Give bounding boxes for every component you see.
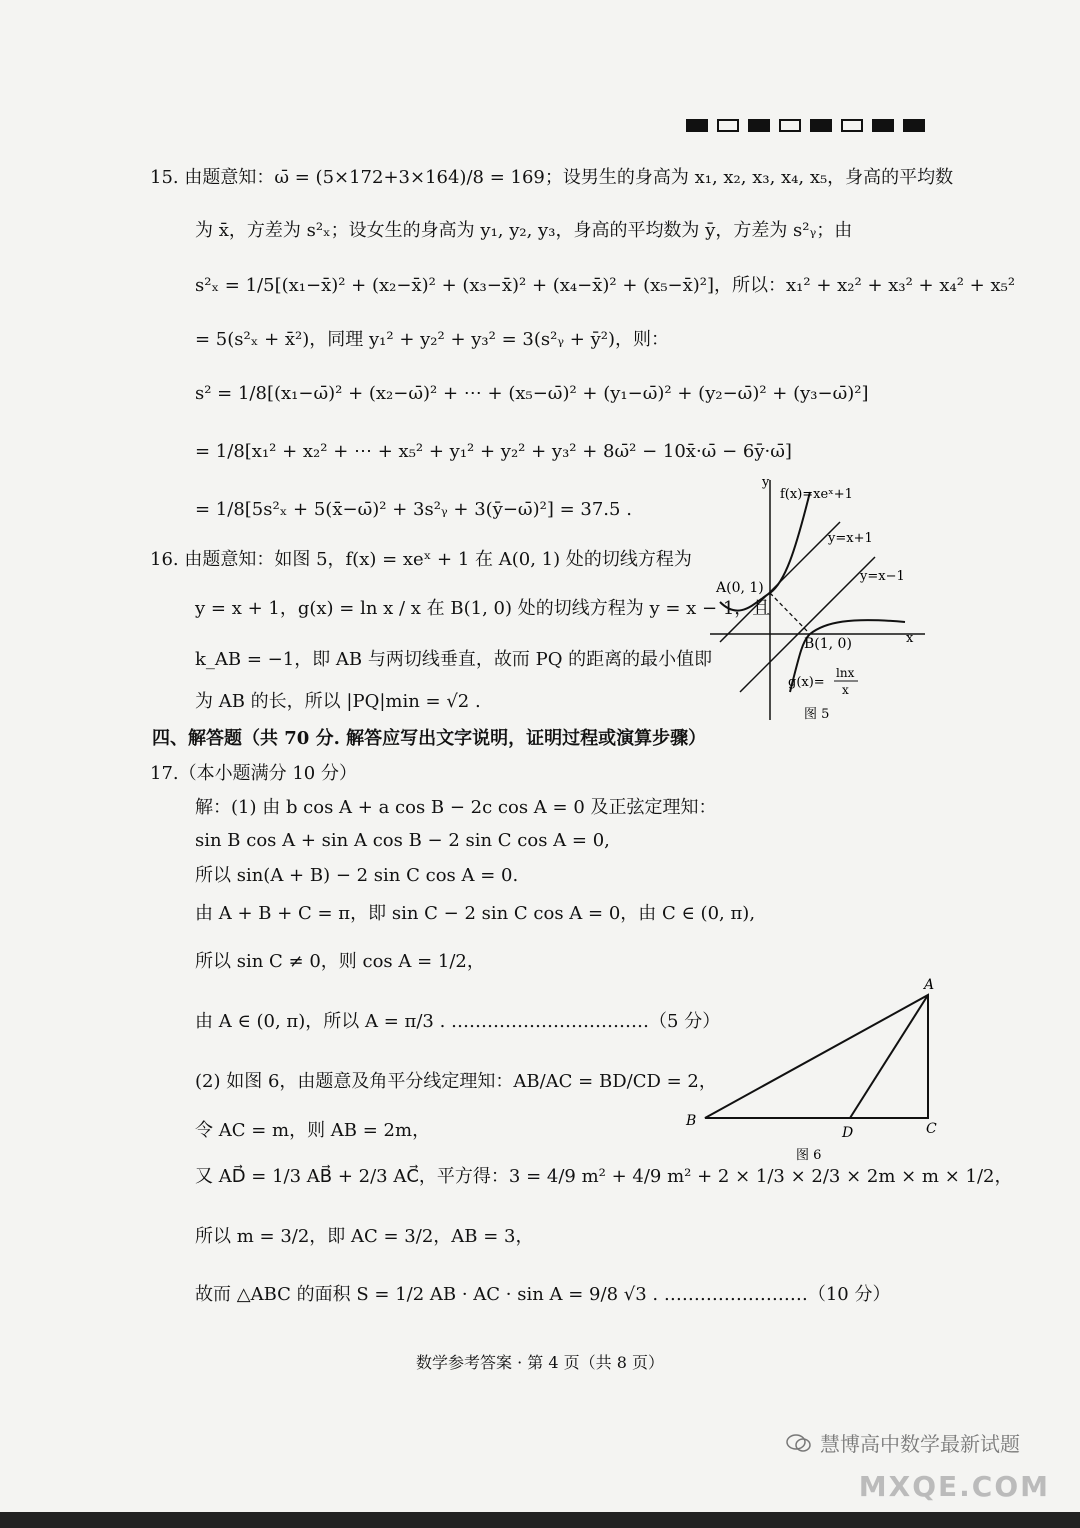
point-D: D (842, 1125, 854, 1141)
q15-line-1: 15. 由题意知：ω̄ = (5×172+3×164)/8 = 169；设男生的身高为 x₁, x₂, x₃, x₄, x₅，身高的平均数 (150, 167, 954, 188)
q17-line-9: 令 AC = m，则 AB = 2m， (195, 1120, 431, 1141)
bottom-border (0, 1512, 1080, 1528)
q15-line-3: s²ₓ = 1/5[(x₁−x̄)² + (x₂−x̄)² + (x₃−x̄)² + (x₄−x̄)² + (x₅−x̄)²]，所以：x₁² + x₂² + x₃² + x₄² + x₅² (195, 275, 1016, 296)
figure-6 (680, 975, 950, 1170)
q16-line-3: k_AB = −1，即 AB 与两切线垂直，故而 PQ 的距离的最小值即 (195, 649, 713, 670)
q16-line-4: 为 AB 的长，所以 |PQ|min = √2 . (195, 691, 481, 712)
figure-6-caption: 图 6 (796, 1148, 822, 1163)
section-heading: 四、解答题（共 70 分. 解答应写出文字说明，证明过程或演算步骤） (152, 728, 707, 749)
label-g-denominator: x (842, 683, 849, 697)
q17-line-3: sin B cos A + sin A cos B − 2 sin C cos A = 0, (195, 830, 610, 851)
q16-line-1: 16. 由题意知：如图 5，f(x) = xeˣ + 1 在 A(0, 1) 处的切线方程为 (150, 549, 692, 570)
q17-line-1: 17.（本小题满分 10 分） (150, 763, 357, 784)
q16-line-2: y = x + 1，g(x) = ln x / x 在 B(1, 0) 处的切线方程为 y = x − 1，且 (195, 598, 771, 619)
square-mark (748, 119, 770, 132)
q15-line-7: = 1/8[5s²ₓ + 5(x̄−ω̄)² + 3s²ᵧ + 3(ȳ−ω̄)²] = 37.5 . (195, 499, 632, 520)
chat-bubble-icon (786, 1433, 812, 1453)
vertex-B: B (686, 1113, 697, 1129)
label-f: f(x)=xeˣ+1 (780, 487, 853, 502)
q15-line-2: 为 x̄，方差为 s²ₓ；设女生的身高为 y₁, y₂, y₃，身高的平均数为 ȳ，方差为 s²ᵧ；由 (195, 220, 853, 241)
watermark (786, 1428, 1020, 1457)
label-tangent-1: y=x+1 (828, 531, 873, 546)
square-mark (903, 119, 925, 132)
q15-line-5: s² = 1/8[(x₁−ω̄)² + (x₂−ω̄)² + ⋯ + (x₅−ω̄)² + (y₁−ω̄)² + (y₂−ω̄)² + (y₃−ω̄)²] (195, 383, 869, 404)
label-A: A(0, 1) (716, 580, 764, 596)
square-mark (779, 119, 801, 132)
q15-line-6: = 1/8[x₁² + x₂² + ⋯ + x₅² + y₁² + y₂² + y₃² + 8ω̄² − 10x̄·ω̄ − 6ȳ·ω̄] (195, 441, 792, 462)
header-squares (686, 119, 925, 132)
q17-line-2: 解：(1) 由 b cos A + a cos B − 2c cos A = 0 及正弦定理知： (195, 797, 717, 818)
square-mark (717, 119, 739, 132)
q17-line-8: (2) 如图 6，由题意及角平分线定理知：AB/AC = BD/CD = 2， (195, 1071, 717, 1092)
page-footer: 数学参考答案 · 第 4 页（共 8 页） (416, 1353, 664, 1372)
segment-AB (770, 593, 808, 632)
label-g: g(x)= (788, 675, 825, 690)
square-mark (841, 119, 863, 132)
label-g-numerator: lnx (836, 666, 855, 680)
q17-line-4: 所以 sin(A + B) − 2 sin C cos A = 0. (195, 865, 519, 886)
vertex-A: A (924, 977, 935, 993)
square-mark (872, 119, 894, 132)
q17-line-5: 由 A + B + C = π，即 sin C − 2 sin C cos A = 0，由 C ∈ (0, π), (195, 903, 756, 924)
label-tangent-2: y=x−1 (860, 569, 905, 584)
square-mark (810, 119, 832, 132)
square-mark (686, 119, 708, 132)
q17-line-7: 由 A ∈ (0, π)，所以 A = π/3 . ……………………………（5 分） (195, 1011, 721, 1032)
watermark-text: 慧博高中数学最新试题 (820, 1432, 1020, 1456)
figure-5 (700, 472, 930, 727)
triangle-ABC (705, 995, 928, 1118)
segment-AD (850, 995, 928, 1118)
y-axis-label: y (762, 475, 770, 490)
q15-line-4: = 5(s²ₓ + x̄²)，同理 y₁² + y₂² + y₃² = 3(s²ᵧ + ȳ²)，则： (195, 329, 670, 350)
q17-line-12: 故而 △ABC 的面积 S = 1/2 AB · AC · sin A = 9/8 √3 . ……………………（10 分） (195, 1284, 891, 1305)
q17-line-6: 所以 sin C ≠ 0，则 cos A = 1/2， (195, 951, 485, 972)
figure-5-caption: 图 5 (804, 707, 830, 722)
vertex-C: C (926, 1121, 937, 1137)
x-axis-label: x (906, 631, 914, 646)
watermark-brand: MXQE.COM (858, 1470, 1050, 1503)
label-B: B(1, 0) (804, 636, 852, 652)
q17-line-11: 所以 m = 3/2，即 AC = 3/2，AB = 3， (195, 1226, 534, 1247)
tangent-line-2 (740, 557, 875, 692)
q17-line-10: 又 AD⃗ = 1/3 AB⃗ + 2/3 AC⃗，平方得：3 = 4/9 m² + 4/9 m² + 2 × 1/3 × 2/3 × 2m × m × 1/2， (195, 1166, 1013, 1187)
